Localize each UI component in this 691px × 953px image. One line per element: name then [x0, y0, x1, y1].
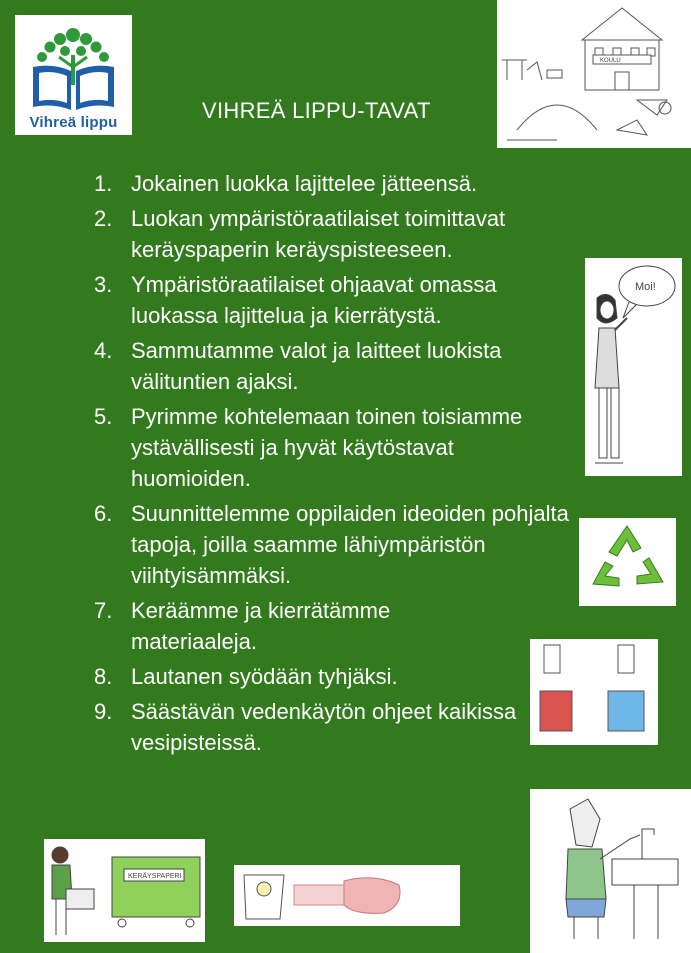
sink-drawing [530, 789, 691, 953]
item-number: 1. [94, 171, 113, 196]
list-item [94, 696, 531, 758]
list-item [94, 595, 491, 657]
item-number: 2. [94, 206, 113, 231]
item-text: Sammutamme valot ja laitteet luokista välituntien ajaksi. [131, 338, 502, 394]
item-text: Säästävän vedenkäytön ohjeet kaikissa vesipisteissä. [131, 699, 517, 755]
page-title: VIHREÄ LIPPU-TAVAT [202, 98, 431, 123]
bin-label: KERÄYSPAPERI [128, 873, 182, 880]
item-text: Ympäristöraatilaiset ohjaavat omassa luokassa lajittelua ja kierrätystä. [131, 272, 497, 328]
item-number: 8. [94, 664, 113, 689]
paper-bin-drawing [44, 839, 205, 942]
item-text: Luokan ympäristöraatilaiset toimittavat keräyspaperin keräyspisteeseen. [131, 206, 506, 262]
girl-speech-drawing [585, 258, 682, 476]
recycle-drawing [579, 518, 676, 606]
recycling-bins-drawing [530, 639, 658, 745]
item-text: Keräämme ja kierrätämme materiaaleja. [131, 598, 391, 654]
item-number: 3. [94, 272, 113, 297]
item-number: 5. [94, 404, 113, 429]
item-text: Suunnittelemme oppilaiden ideoiden pohjalta tapoja, joilla saamme lähiympäristön viihtyisämmäksi. [131, 501, 569, 588]
list-item [94, 168, 614, 199]
item-text: Pyrimme kohtelemaan toinen toisiamme ystävällisesti ja hyvät käytöstavat huomioiden. [131, 404, 523, 491]
item-number: 6. [94, 501, 113, 526]
school-sign: KOULU [600, 58, 621, 64]
speech-bubble-text: Moi! [635, 281, 656, 293]
item-number: 7. [94, 598, 113, 623]
item-number: 4. [94, 338, 113, 363]
list-item [94, 498, 581, 591]
energy-saving-drawing [234, 865, 460, 926]
schoolyard-drawing [497, 0, 691, 148]
item-number: 9. [94, 699, 113, 724]
list-item [94, 203, 614, 265]
item-text: Lautanen syödään tyhjäksi. [131, 664, 398, 689]
logo-text: Vihreä lippu [29, 114, 118, 131]
vihrea-lippu-logo [15, 15, 132, 135]
list-item [94, 401, 551, 494]
list-item [94, 269, 581, 331]
recycle-icon [579, 518, 676, 606]
list-item [94, 335, 601, 397]
item-text: Jokainen luokka lajittelee jätteensä. [131, 171, 478, 196]
